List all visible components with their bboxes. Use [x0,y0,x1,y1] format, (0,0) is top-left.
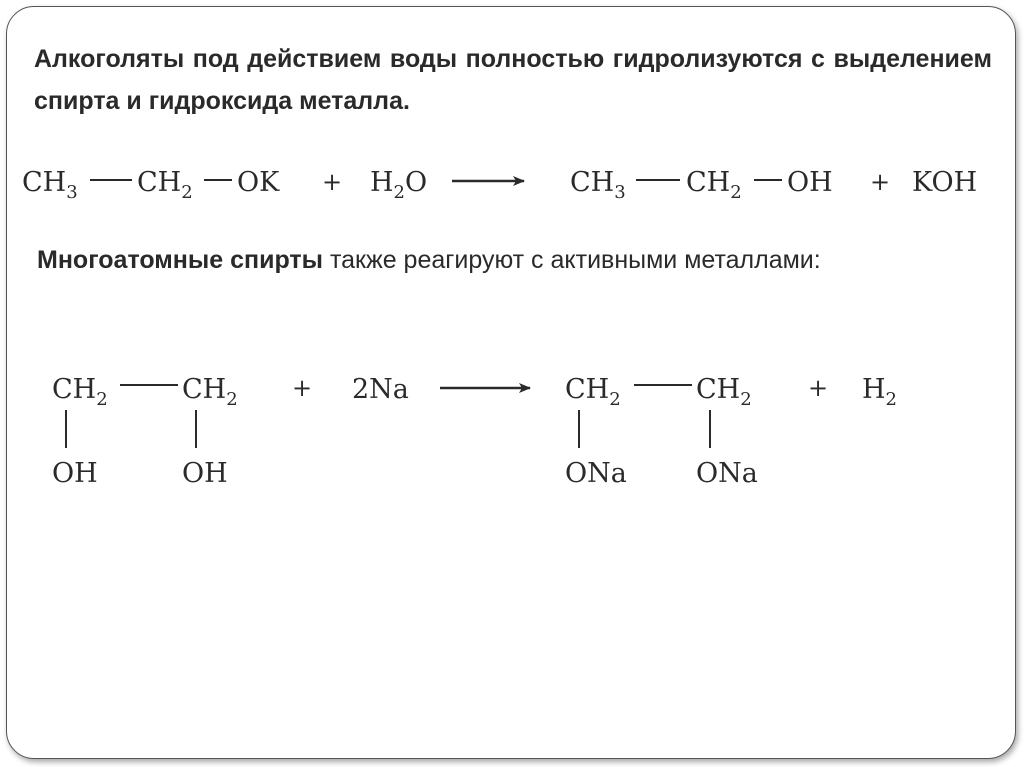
eq2-oh-a: OH [52,458,98,489]
equation-1 [22,167,977,203]
eq1-oh-group: OH [787,167,833,198]
eq2-glycol-ch2-a: $CH_2$ [52,374,108,410]
equation-2 [52,374,897,489]
polyol-bold-phrase: Многоатомные спирты [37,246,324,274]
eq1-ethyl-ch3: $CH_3$ [22,167,78,203]
eq1-ethanol-ch2: $CH_2$ [686,167,742,203]
eq1-plus-2: + [870,168,891,196]
intro-paragraph: Алкоголяты под действием воды полностью гидролизуются с выделением спирта и гидроксида металла. [34,45,992,115]
eq2-oh-b: OH [182,458,228,489]
polyol-rest-phrase: также реагируют с активными металлами: [323,246,821,274]
eq2-plus-1: + [292,374,313,402]
eq1-ok-group: OK [237,167,280,198]
eq2-ona-a: ONa [565,458,627,489]
eq1-koh: KOH [912,167,978,198]
eq1-ethyl-ch2: $CH_2$ [137,167,193,203]
eq2-plus-2: + [808,374,829,402]
eq2-ona-b: ONa [696,458,758,489]
eq1-water: $H_2O$ [370,167,428,203]
eq2-product-ch2-a: $CH_2$ [565,374,621,410]
eq2-hydrogen: $H_2$ [862,374,897,410]
eq2-sodium: 2Na [352,374,409,405]
eq1-ethanol-ch3: $CH_3$ [570,167,626,203]
eq1-plus-1: + [322,168,343,196]
eq2-product-ch2-b: $CH_2$ [696,374,752,410]
eq2-glycol-ch2-b: $CH_2$ [182,374,238,410]
